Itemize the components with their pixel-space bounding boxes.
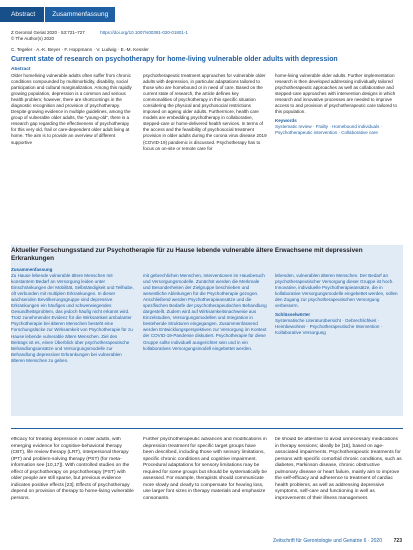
abstract-column-2 (143, 73, 267, 239)
abstract-heading: Abstract (11, 67, 31, 72)
tab-abstract[interactable]: Abstract (0, 7, 44, 22)
german-column-1 (11, 267, 135, 413)
body-text-2: Further psychotherapeutic advances and modifications in depression treatment for specific target groups have been described, including those with sensory limitations, specific chronic conditions and cognitive impairment. Procedural adaptations for sensory limitations may be required for some groups but should be systematically be assessed. For example, therapists should communicate more slowly and clearly to compensate for hearing loss, use larger font sizes in therapy materials and emphasize consonants. (143, 437, 267, 501)
footer-journal: Zeitschrift für Gerontologie und Geriatrie 6 · 2020 (273, 538, 382, 544)
citation-block (11, 30, 401, 43)
body-column-1 (11, 437, 135, 535)
abstract-column-1 (11, 67, 135, 239)
german-title: Aktueller Forschungsstand zur Psychotherapie für zu Hause lebende vulnerable ältere Erwachsene mit depressiven Erkrankungen (11, 247, 363, 263)
abstract-text-3: home-living vulnerable older adults. Further implementation research is then developed addressing individually tailored psychotherapeutic approaches as well as collaborative and stepped-care approaches with intervention designs in which research and innovative processes are needed to improve access to and provision of psychotherapeutic care tailored to this population. (275, 73, 398, 115)
page-footer (0, 535, 413, 547)
page-number: 723 (393, 538, 402, 544)
journal-citation: Z Gerontol Geriat 2020 · 53:721–727 (11, 30, 85, 35)
abstract-column-3 (275, 73, 403, 239)
german-text-1: Zu Hause lebende vulnerable ältere Menschen mit konstantem Bedarf an Versorgung leiden unter Einschränkungen der Mobilität, Selbständigkeit und Teilhabe, oft verbunden mit multiplen Erkrankungen. In dieser wachsenden Bevölkerungsgruppe sind depressive Erkrankungen ein häufiges und schwerwiegendes Gesundheitsproblem, das jedoch häufig nicht erkannt wird. Trotz zunehmender Evidenz für die Wirksamkeit ambulanter Psychotherapie bei älteren Menschen besteht eine Forschungslücke zur Wirksamkeit von Psychotherapie für zu Hause lebende vulnerable ältere Menschen. Ziel des Beitrags ist es, einen Überblick über psychotherapeutische Behandlungsansätze und Versorgungsmodelle zur Behandlung depressiver Erkrankungen bei vulnerablen älteren Menschen zu geben. (11, 273, 134, 363)
german-keywords-list: Systematische Literaturübersicht · Gebrechlichkeit · Heimbewohner · Psychotherapeutische Intervention · Kollaborative Versorgung (275, 318, 383, 336)
german-heading: Zusammenfassung (11, 267, 53, 272)
author-list: C. Tegeler · A.-K. Beyer · F. Hoppmann · V. Ludwig · E.-M. Kessler (11, 47, 149, 52)
german-text-3: lebenden, vulnerablen älteren Menschen. Der Bedarf an psychotherapeutischer Versorgung dieser Gruppe ist hoch. Innovative, individuelle Psychotherapieansätze, die in kollaborative Versorgungsmodelle eingebettet werden, sollen den Zugang zur psychotherapeutischen Versorgung verbessern. (275, 273, 398, 309)
keywords-list: Systematic review · Frailty · Homebound individuals · Psychotherapeutic intervention · Collaborative care (275, 124, 383, 136)
abstract-text-1: Older homeliving vulnerable adults often suffer from chronic conditions compounded by multimorbidity, disability, social participation and cultural marginalization. Among this rapidly growing population, depression is a common and serious health problem; however, there are shortcomings in the diagnostic recognition and provision of psychotherapy. Despite growing evidence in multiple guidelines, among the group of vulnerable older adults, the “young-old”, there is a research gap regarding the effectiveness of psychotherapy for this very old, frail or care-dependent older adult living at home. The aim is to provide an overview of different supportive (11, 73, 132, 145)
body-text-1: efficacy for treating depression in older adults, with emerging evidence for cognitive-behavioral therapy (CBT), life review therapy (LRT), interpersonal therapy (IPT) and problem-solving therapy (PST) (for meta-information see [10,17]). With controlled studies on the effect of psychotherapy on psychotherapy (PST) with older people are still sparse, but previous evidence indicates positive effects [23]. Effects of psychotherapy depend on provision of therapy to home-living vulnerable persons. (11, 437, 134, 501)
section-divider (11, 428, 403, 429)
tab-zusammenfassung[interactable]: Zusammenfassung (45, 7, 115, 22)
german-keywords-heading: Schlüsselwörter (275, 312, 311, 318)
german-column-3 (275, 273, 403, 413)
section-tab-bar (0, 7, 115, 22)
body-column-2 (143, 437, 267, 535)
german-text-2: mit gebrechlichen Menschen, Interventionen im Hausbesuch und Versorgungsmodelle. Zunächst werden die Merkmale und Besonderheiten der Zielgruppe beschrieben und wesentliche Ableitungen für die Psychotherapie gezogen. Anschließend werden Psychotherapieansätze und die spezifischen Bedarfe der psychotherapeutischen Behandlung dargestellt. Zudem wird auf Wirksamkeitsnachweise aus Einzelstudien, Versorgungsmodellen und Integration in bestehende Strukturen eingegangen. Zusammenfassend werden Entwicklungsperspektiven zur Versorgung im Kontext der COVID-19-Pandemie diskutiert. Psychotherapie für diese Gruppe sollte individuell ausgerichtet sein und in ein kollaboratives Versorgungsmodell eingebettet werden. (143, 273, 267, 351)
article-title: Current state of research on psychotherapy for home-living vulnerable older adults with depression (11, 56, 338, 63)
german-column-2 (143, 273, 267, 413)
abstract-text-2: psychotherapeutic treatment approaches for vulnerable older adults with depression, in particular adaptations tailored to those who are homebound or in need of care. Based on the current state of research, the article defines key commonalities of psychotherapy in this specific situation considering the physical and psychosocial restrictions imposed on ageing older adults. Furthermore, health care models are embedding psychotherapy in collaborative, stepped-care or home-delivered health services. In terms of the access and the feasibility of psychosocial treatment provision in older adults during the corona virus disease 2019 (COVID-19) pandemic is discussed. Psychotherapy has to focus on on-site or remote care for (143, 73, 267, 151)
doi-link[interactable]: https://doi.org/10.1007/s00391-020-01801-1 (100, 30, 188, 35)
keywords-heading: Keywords (275, 118, 297, 124)
body-column-3 (275, 437, 403, 535)
copyright-note: © The Author(s) 2020 (11, 36, 55, 42)
body-text-3: be should be attentive to avoid unnecessary medications in therapy sessions; ideally be [16], based on age-associated impairments. Psychotherapeutic treatments for persons with specific comorbid chronic conditions, such as diabetes, Parkinson disease, chronic obstructive pulmonary disease or heart failure, mainly aim to improve the self-efficacy and adherence to treatment of cardiac health problems, as well as addressing depressive symptoms, self-care and functioning in well as improvements of their illness management. (275, 437, 402, 501)
